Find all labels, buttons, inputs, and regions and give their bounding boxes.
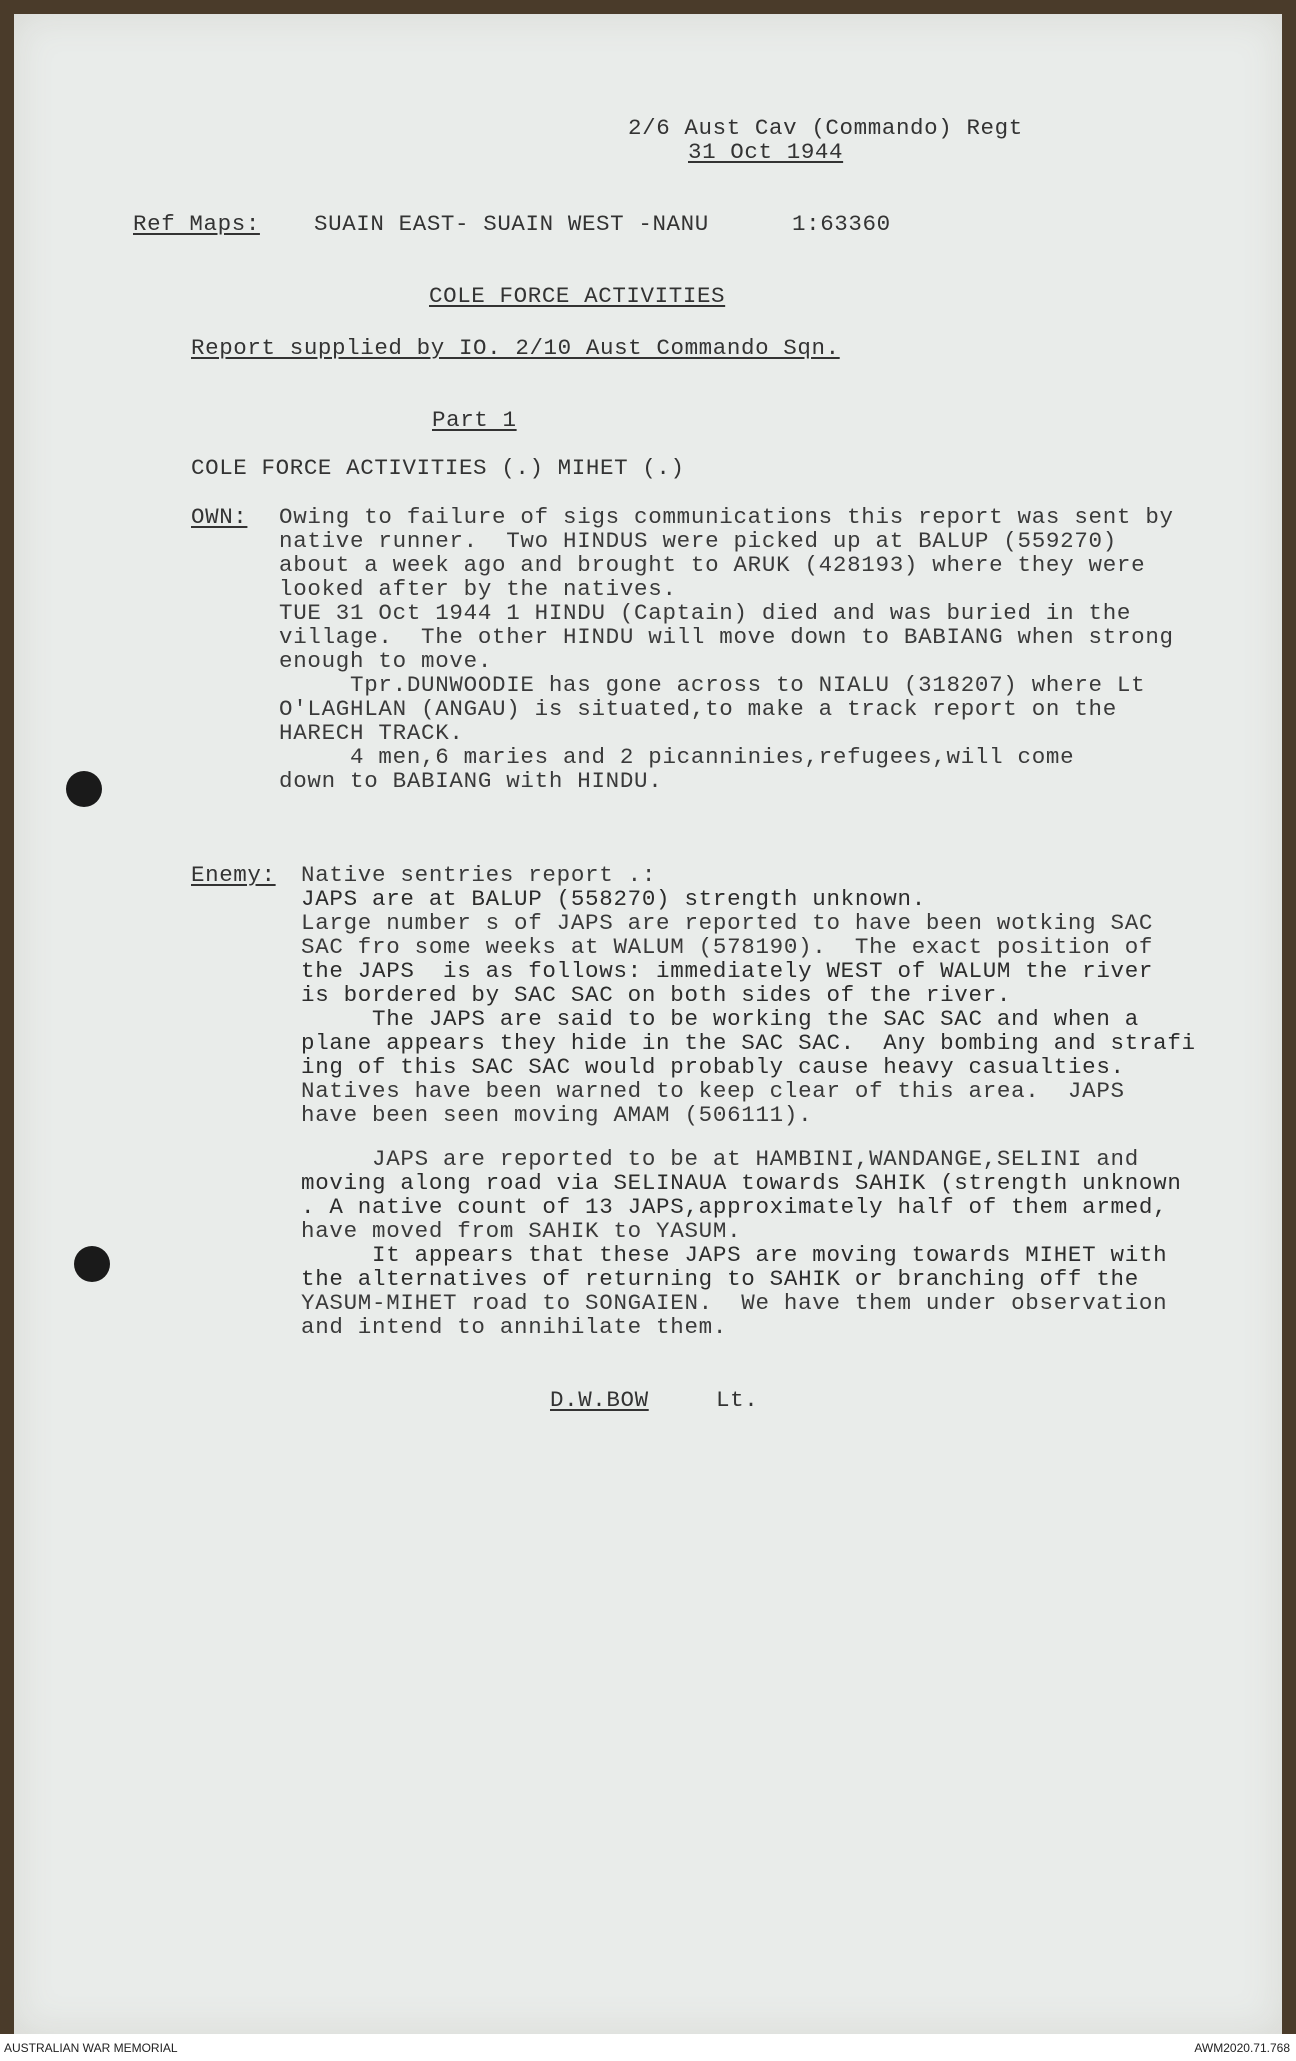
enemy-line: JAPS are reported to be at HAMBINI,WANDANGE,SELINI and (301, 1146, 1139, 1172)
enemy-line: The JAPS are said to be working the SAC SAC and when a (301, 1006, 1139, 1032)
enemy-label: Enemy: (191, 862, 276, 888)
enemy-line: Natives have been warned to keep clear of this area. JAPS (301, 1078, 1125, 1104)
enemy-line: moving along road via SELINAUA towards SAHIK (strength unknown (301, 1170, 1182, 1196)
ref-maps-scale: 1:63360 (792, 211, 891, 237)
part-heading: Part 1 (432, 407, 517, 433)
enemy-line: Large number s of JAPS are reported to have been wotking SAC (301, 910, 1154, 936)
ref-maps-list: SUAIN EAST- SUAIN WEST -NANU (314, 211, 709, 237)
report-title: COLE FORCE ACTIVITIES (429, 283, 726, 309)
own-label: OWN: (191, 504, 248, 530)
own-line: about a week ago and brought to ARUK (428193) where they were (279, 552, 1146, 578)
enemy-line: It appears that these JAPS are moving towards MIHET with (301, 1242, 1168, 1268)
punch-hole-bottom (74, 1246, 110, 1282)
enemy-line: . A native count of 13 JAPS,approximately half of them armed, (301, 1194, 1168, 1220)
signature-rank: Lt. (716, 1387, 759, 1413)
enemy-line: plane appears they hide in the SAC SAC. Any bombing and strafi (301, 1030, 1196, 1056)
enemy-line: the alternatives of returning to SAHIK or branching off the (301, 1266, 1139, 1292)
header-date: 31 Oct 1944 (688, 139, 844, 165)
own-line: village. The other HINDU will move down to BABIANG when strong (279, 624, 1174, 650)
own-line: Tpr.DUNWOODIE has gone across to NIALU (318207) where Lt (279, 672, 1146, 698)
enemy-line: the JAPS is as follows: immediately WEST of WALUM the river (301, 958, 1154, 984)
enemy-line: and intend to annihilate them. (301, 1314, 728, 1340)
punch-hole-top (66, 771, 102, 807)
footer-reference: AWM2020.71.768 (1194, 2041, 1290, 2055)
enemy-line: have moved from SAHIK to YASUM. (301, 1218, 742, 1244)
own-line: TUE 31 Oct 1944 1 HINDU (Captain) died and was buried in the (279, 600, 1132, 626)
own-line: Owing to failure of sigs communications this report was sent by (279, 504, 1174, 530)
enemy-line: Native sentries report .: (301, 862, 657, 888)
own-line: down to BABIANG with HINDU. (279, 768, 663, 794)
report-source: Report supplied by IO. 2/10 Aust Commando Sqn. (191, 335, 840, 361)
footer-institution: AUSTRALIAN WAR MEMORIAL (4, 2041, 178, 2055)
own-line: HARECH TRACK. (279, 720, 464, 746)
ref-maps-label: Ref Maps: (133, 211, 260, 237)
own-line: looked after by the natives. (279, 576, 677, 602)
own-line: 4 men,6 maries and 2 picanninies,refugees,will come (279, 744, 1075, 770)
enemy-line: ing of this SAC SAC would probably cause heavy casualties. (301, 1054, 1125, 1080)
own-line: enough to move. (279, 648, 493, 674)
enemy-line: YASUM-MIHET road to SONGAIEN. We have them under observation (301, 1290, 1168, 1316)
archive-footer (0, 2034, 1296, 2061)
enemy-line: SAC fro some weeks at WALUM (578190). The exact position of (301, 934, 1154, 960)
signature-name: D.W.BOW (550, 1387, 649, 1413)
own-line: native runner. Two HINDUS were picked up at BALUP (559270) (279, 528, 1117, 554)
enemy-line: JAPS are at BALUP (558270) strength unknown. (301, 886, 926, 912)
own-line: O'LAGHLAN (ANGAU) is situated,to make a track report on the (279, 696, 1117, 722)
document-page (14, 14, 1282, 2034)
report-subtitle: COLE FORCE ACTIVITIES (.) MIHET (.) (191, 455, 685, 481)
enemy-line: have been seen moving AMAM (506111). (301, 1102, 813, 1128)
enemy-line: is bordered by SAC SAC on both sides of the river. (301, 982, 1012, 1008)
header-unit: 2/6 Aust Cav (Commando) Regt (628, 115, 1023, 141)
